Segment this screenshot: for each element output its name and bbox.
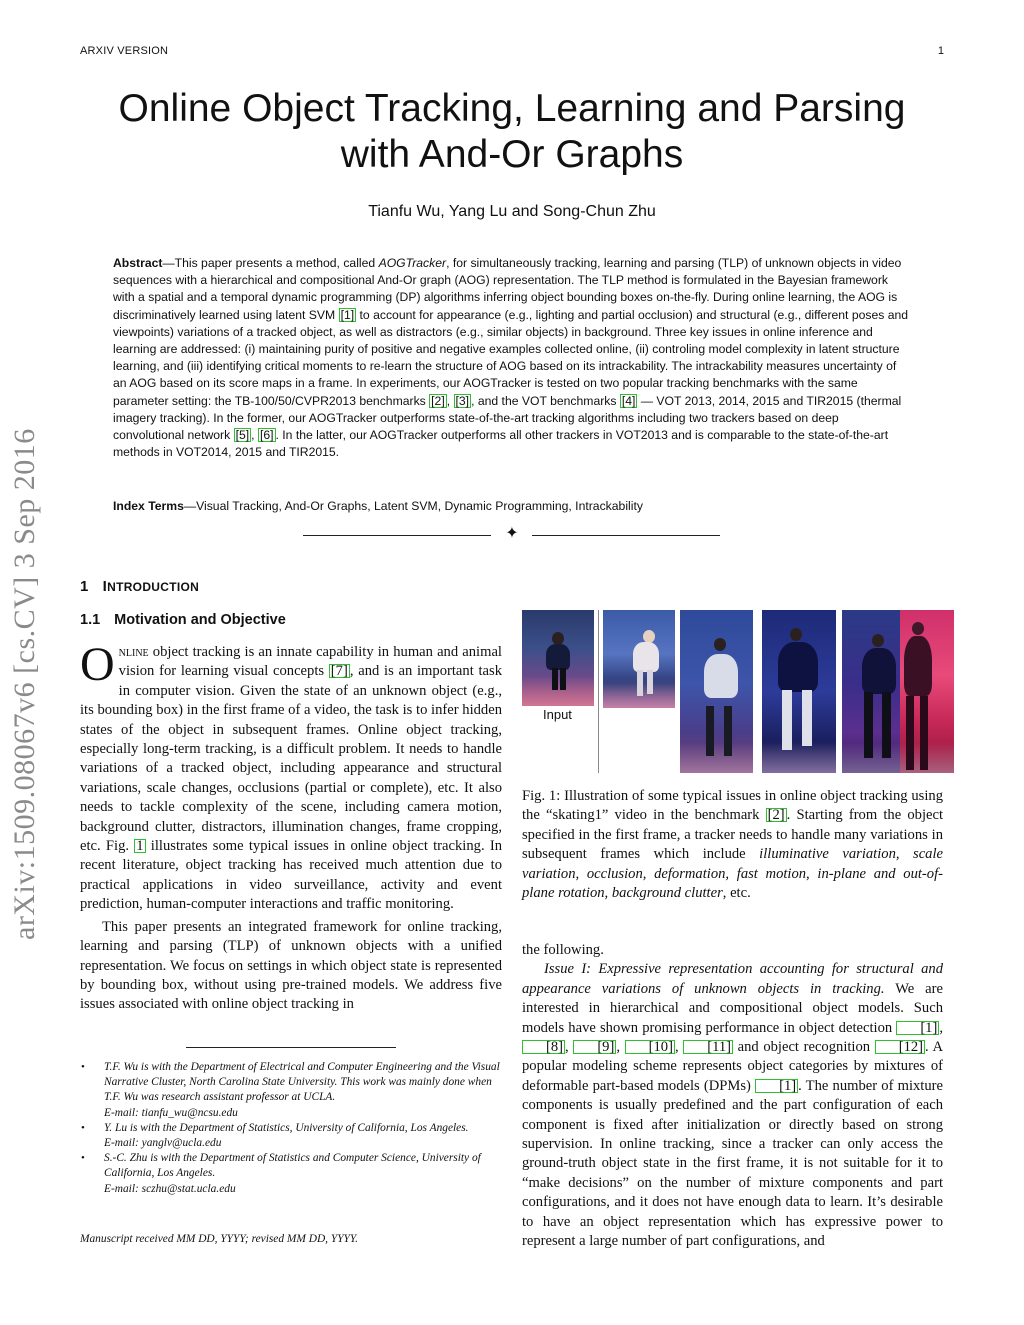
caption-text: . Starting from the object specified in the first frame, a tracker needs to handle many variations in subsequent frames which include [522,807,944,863]
issue-heading: Issue I: Expressive representation accounting for structural and appearance variations of unknown objects in tracking. [522,961,943,997]
body-text: illustrates some typical issues in online object tracking. In recent literature, object tracking has received much attention due to practical applications in video surveillance, activity and event prediction, human-computer interactions and traffic monitoring. [80,838,502,913]
citation-link[interactable]: [12] [875,1040,925,1054]
arxiv-identifier: arXiv:1509.08067v6 [cs.CV] 3 Sep 2016 [8,428,41,940]
figure-caption [522,787,943,903]
body-text: . A popular modeling scheme represents object categories by mixtures of deformable part-based models (DPMs) [522,1039,944,1094]
section-title-initial: I [102,578,108,595]
footnote-email: E-mail: yanglv@ucla.edu [104,1137,222,1150]
lead-word: nline [118,644,149,660]
paragraph [522,960,943,1251]
footnote-rule [186,1047,396,1048]
skater-leg [882,692,891,758]
caption-text: Illustration of some typical issues in online object tracking using the “skating1” video in the benchmark [522,788,943,824]
frame-4 [762,610,836,773]
frame-6 [900,610,954,773]
bullet-icon: • [81,1121,85,1134]
frame-input [522,610,594,706]
citation-link[interactable]: [9] [573,1040,616,1054]
skater-leg [802,690,812,746]
section-title-rest: NTRODUCTION [107,580,200,594]
footnote-email: E-mail: sczhu@stat.ucla.edu [104,1182,236,1195]
subsection-heading [80,612,286,628]
manuscript-note: Manuscript received MM DD, YYYY; revised MM DD, YYYY. [80,1233,359,1245]
citation-link[interactable]: [7] [330,663,348,680]
body-text: object tracking is an innate capability in human and animal vision for learning visual concepts [118,644,502,680]
divider-ornament-icon: ✦ [505,525,519,542]
citation-link[interactable]: [1] [896,1021,939,1035]
subsection-title: Motivation and Objective [114,612,286,628]
skater-leg [647,670,653,694]
skater-leg [724,706,732,756]
caption-label: Fig. 1: [522,788,561,804]
skater-body [633,642,659,672]
skater-leg [637,670,643,696]
citation-link[interactable]: [8] [522,1040,565,1054]
authors: Tianfu Wu, Yang Lu and Song-Chun Zhu [368,203,656,220]
citation-link[interactable]: [10] [625,1040,675,1054]
input-label: Input [543,707,572,722]
footnote-text: S.-C. Zhu is with the Department of Statistics and Computer Science, University of California, Los Angeles. [104,1152,481,1180]
page-number: 1 [937,45,944,57]
index-terms-label: Index Terms [113,499,184,513]
footnotes [80,1060,502,1197]
citation-link[interactable]: [2] [431,393,445,408]
body-text: , [565,1039,574,1056]
frame-2 [603,610,675,708]
skater-head [790,628,802,641]
footnote-text: Y. Lu is with the Department of Statistics, University of California, Los Angeles. [104,1121,469,1134]
skater-leg [552,668,558,690]
abstract-text: , [251,428,258,443]
abstract-text: to account for appearance (e.g., lighting and partial occlusion) and structural (e.g., different poses and viewpoints) variations of a tracked object, as well as distractors (e.g., similar objects) in background. Three key issues in online inference and learning are addressed: (i) maintaining purity of positive and negative examples collected online, (ii) controling model complexity in latent structure learning, and (iii) identifying critical moments to re-learn the structure of AOG based on its intrackability. The intrackability measures uncertainty of an AOG based on its score maps in a frame. In experiments, our AOGTracker is tested on two popular tracking benchmarks with the same parameter setting: the TB-100/50/CVPR2013 benchmarks [113,307,909,408]
body-text: , [674,1039,684,1056]
citation-link[interactable]: [11] [683,1040,733,1054]
ice-rink [522,676,594,706]
paragraph: This paper presents an integrated framework for online tracking, learning and parsing (TLP) of unknown objects with a unified representation. We focus on settings in which object state is represented by bounding box, without using pre-trained models. We address five issues associated with online object tracking in [80,918,502,1013]
abstract-text: — VOT 2013, 2014, 2015 and TIR2015 (thermal imagery tracking). In the former, our AOGTracker outperforms state-of-the-art tracking algorithms including two trackers based on deep convolutional network [113,393,902,443]
subsection-number: 1.1 [80,612,101,628]
skater-body [862,648,896,694]
paragraph [80,638,502,915]
skater-head [912,622,924,635]
body-text: , [616,1039,625,1056]
skater-head [872,634,884,647]
abstract-text: , for simultaneously tracking, learning and parsing (TLP) of unknown objects in video sequences with a hierarchical and compositional And-Or graph (AOG) representation. The TLP method is formulated in the Bayesian framework with a spatial and a temporal dynamic programming (DP) algorithms inferring object bounding boxes on-the-fly. During online learning, the AOG is discriminatively learned using latent SVM [113,256,902,322]
index-terms [113,499,911,513]
skater-body [546,644,570,670]
ice-rink [762,743,836,773]
abstract-text: , and the VOT benchmarks [471,393,620,408]
abstract-text: , [446,393,454,408]
skater-body [904,636,932,696]
title-line-2: with And-Or Graphs [340,133,684,176]
paragraph: the following. [522,942,604,958]
frame-3 [680,610,753,773]
skater-head [714,638,726,651]
section-heading [80,578,199,595]
skater-body [778,642,818,692]
body-text: and object recognition [733,1039,875,1056]
bullet-icon: • [81,1061,85,1073]
abstract-text: . In the latter, our AOGTracker outperforms all other trackers in VOT2013 and is comparable to the state-of-the-art methods in VOT2014, 2015 and TIR2015. [113,428,889,460]
citation-link[interactable]: [3] [455,393,470,408]
footnote [80,1121,502,1151]
body-text: , [939,1019,943,1036]
skater-leg [706,706,714,756]
bullet-icon: • [81,1152,85,1165]
frame-separator [598,610,599,773]
skater-leg [906,696,914,770]
body-text: , and is an important task in computer vision. Given the state of an unknown object (e.g., its bounding box) in the first frame of a video, the task is to infer hidden states of the object in subsequent frames. Online object tracking, especially long-term tracking, is a difficult problem. It needs to handle variations of a tracked object, including appearance and structural variations, scale changes, occlusions (partial or complete), etc. It also needs to tackle complexity of the scene, including camera motion, background clutter, distractors, illumination changes, frame cropping, etc. Fig. [80,663,502,855]
paper-title [0,86,1024,178]
footnote [80,1151,502,1197]
citation-link[interactable]: [6] [259,428,274,443]
skater-leg [864,692,873,758]
citation-link[interactable]: [1] [755,1079,798,1093]
divider-rule-right [532,535,720,536]
body-text: . The number of mixture components is usually predefined and the part configuration of each component is fixed after initialization or directly based on strong supervision. In online tracking, since a tracker can only access the ground-truth object state in the first frame, it is not suitable for it to “make decisions” on the number of mixture components and part configurations, and it does not have enough data to learn. It’s desirable to have an object representation which has expressive power to represent a large number of part configurations, and [522,1077,943,1250]
section-number: 1 [80,578,89,595]
abstract [113,255,911,461]
index-terms-text: —Visual Tracking, And-Or Graphs, Latent SVM, Dynamic Programming, Intrackability [183,499,643,513]
caption-text: , etc. [722,885,751,902]
figure-link[interactable]: 1 [136,838,144,855]
caption-emphasis: illuminative variation, scale variation, occlusion, deformation, fast motion, in-plane and out-of-plane rotation, background clutter [522,846,943,902]
ice-rink [680,743,753,773]
right-column [522,941,943,1252]
abstract-label: Abstract [113,256,163,270]
body-text: We are interested in hierarchical and compositional object models. Such models have shown promising performance in object detection [522,980,943,1036]
title-line-1: Online Object Tracking, Learning and Parsing [118,87,906,130]
running-header: ARXIV VERSION [80,45,169,57]
divider-rule-left [303,535,491,536]
citation-link[interactable]: [4] [621,393,636,408]
citation-link[interactable]: [1] [340,307,355,322]
drop-cap: O [80,638,115,691]
skater-body [704,654,738,698]
abstract-text: —This paper presents a method, called [162,256,379,270]
footnote [80,1060,502,1121]
method-name: AOGTracker [378,256,447,270]
citation-link[interactable]: [5] [235,428,250,443]
footnote-email: E-mail: tianfu_wu@ncsu.edu [104,1106,238,1119]
skater-leg [782,690,792,750]
footnote-text: T.F. Wu is with the Department of Electrical and Computer Engineering and the Visual Narrative Cluster, North Carolina State University. This work was mainly done when T.F. Wu was research assistant professor at UCLA. [104,1061,500,1104]
left-column [80,638,502,1015]
skater-leg [560,668,566,690]
skater-leg [920,696,928,770]
citation-link[interactable]: [2] [767,807,785,824]
figure-1 [520,610,954,775]
